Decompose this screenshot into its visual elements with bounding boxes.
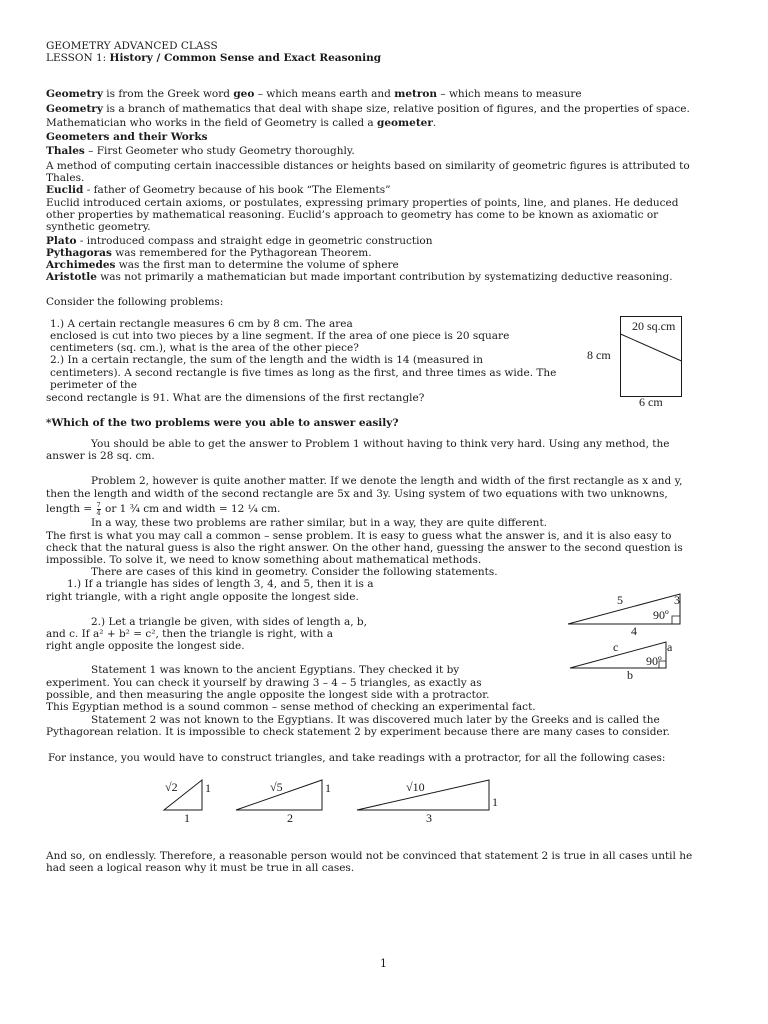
paragraph-thales-2: Thales. — [46, 172, 85, 184]
paragraph-problem2-1: Problem 2, however is quite another matter. If we denote the length and width of the first rectangle as x and y, — [91, 475, 683, 487]
paragraph-answer-1: You should be able to get the answer to Problem 1 without having to think very hard. Using any method, the — [91, 438, 670, 450]
consider-problems: Consider the following problems: — [46, 296, 224, 308]
triangle-abc-hyp-label: c — [613, 640, 619, 654]
paragraph-egypt-3: possible, and then measuring the angle opposite the longest side with a protractor. — [46, 689, 490, 701]
case-2-base-label: 2 — [287, 811, 293, 825]
case-3-hyp-label: √10 — [406, 780, 425, 794]
paragraph-thales-1: A method of computing certain inaccessible distances or heights based on similarity of geometric figures is attributed to — [46, 160, 690, 172]
paragraph-conclusion-1: And so, on endlessly. Therefore, a reasonable person would not be convinced that statement 2 is true in all cases until he — [46, 850, 693, 862]
paragraph-egypt-2: experiment. You can check it yourself by drawing 3 – 4 – 5 triangles, as exactly as — [46, 677, 482, 689]
item-pythagoras: Pythagoras was remembered for the Pythagorean Theorem. — [46, 247, 372, 259]
paragraph-greeks-2: Pythagorean relation. It is impossible to check statement 2 by experiment because there are many cases to consider. — [46, 726, 670, 738]
paragraph-egypt-4: This Egyptian method is a sound common – sense method of checking an experimental fact. — [46, 701, 536, 713]
paragraph-cases: There are cases of this kind in geometry. Consider the following statements. — [91, 566, 498, 578]
lesson-title: LESSON 1: History / Common Sense and Exact Reasoning — [46, 52, 382, 64]
rectangle-cut-line — [621, 334, 682, 361]
rectangle-side-label: 8 cm — [587, 348, 611, 362]
fraction-numerator: 7 — [96, 501, 101, 509]
case-1-leg-label: 1 — [205, 781, 211, 795]
problem-1-line-1: 1.) A certain rectangle measures 6 cm by 8 cm. The area — [50, 318, 353, 330]
paragraph-common-sense-2: check that the natural guess is also the right answer. On the other hand, guessing the answer to the second question is — [46, 542, 683, 554]
item-euclid: Euclid - father of Geometry because of his book “The Elements” — [46, 184, 391, 196]
right-angle-marker — [672, 616, 680, 624]
paragraph-problem2-2: then the length and width of the second rectangle are 5x and 3y. Using system of two equations with two unknowns, — [46, 488, 668, 500]
paragraph-geometer: Mathematician who works in the field of Geometry is called a geometer. — [46, 117, 437, 129]
triangle-345-hyp-label: 5 — [617, 593, 623, 607]
item-archimedes: Archimedes was the first man to determine the volume of sphere — [46, 259, 399, 271]
paragraph-similar: In a way, these two problems are rather similar, but in a way, they are quite different. — [91, 517, 548, 529]
statement-1-line-2: right triangle, with a right angle opposite the longest side. — [46, 591, 359, 603]
case-3-leg-label: 1 — [492, 795, 498, 809]
case-1-base-label: 1 — [184, 811, 190, 825]
problem-1-line-3: centimeters (sq. cm.), what is the area of the other piece? — [50, 342, 359, 354]
paragraph-for-instance: For instance, you would have to construct triangles, and take readings with a protractor, for all the following cases: — [48, 752, 666, 764]
paragraph-euclid-1: Euclid introduced certain axioms, or postulates, expressing primary properties of points, line, and planes. He deduced — [46, 197, 679, 209]
triangle-345-base-label: 4 — [631, 624, 637, 638]
paragraph-geometry-origin: Geometry is from the Greek word geo – which means earth and metron – which means to measure — [46, 88, 582, 100]
statement-2-line-3: right angle opposite the longest side. — [46, 640, 245, 652]
item-thales: Thales – First Geometer who study Geometry thoroughly. — [46, 145, 355, 157]
rectangle-area-label: 20 sq.cm — [632, 319, 676, 333]
case-2-leg-label: 1 — [325, 781, 331, 795]
problem-2-line-1: 2.) In a certain rectangle, the sum of the length and the width is 14 (measured in — [50, 354, 483, 366]
paragraph-geometry-definition: Geometry is a branch of mathematics that deal with shape size, relative position of figures, and the properties of space. — [46, 103, 690, 115]
class-title: GEOMETRY ADVANCED CLASS — [46, 40, 218, 52]
page-number: 1 — [380, 957, 387, 970]
question-heading: *Which of the two problems were you able to answer easily? — [46, 417, 399, 429]
paragraph-egypt-1: Statement 1 was known to the ancient Egyptians. They checked it by — [91, 664, 460, 676]
paragraph-euclid-2: other properties by mathematical reasoning. Euclid’s approach to geometry has come to be known as axiomatic or — [46, 209, 659, 221]
case-2-hyp-label: √5 — [270, 780, 283, 794]
rectangle-base-label: 6 cm — [639, 395, 663, 409]
triangle-abc-angle-label: 90º — [646, 654, 662, 668]
problem-2-line-2: centimeters). A second rectangle is five times as long as the first, and three times as wide. The — [50, 367, 557, 379]
case-1-hyp-label: √2 — [165, 780, 178, 794]
statement-2-line-1: 2.) Let a triangle be given, with sides of length a, b, — [91, 616, 367, 628]
paragraph-common-sense-3: impossible. To solve it, we need to know something about mathematical methods. — [46, 554, 482, 566]
triangle-abc-leg-label: a — [667, 640, 673, 654]
paragraph-problem2-3: length = $\frac{7}{4}$ or 1 ¾ cm and width = 12 ¼ cm. — [46, 501, 281, 517]
fraction-denominator: 4 — [96, 508, 101, 517]
triangle-abc-base-label: b — [627, 668, 633, 682]
triangle-345-leg-label: 3 — [674, 593, 680, 607]
item-plato: Plato - introduced compass and straight edge in geometric construction — [46, 235, 433, 247]
paragraph-common-sense-1: The first is what you may call a common – sense problem. It is easy to guess what the answer is, and it is also easy to — [46, 530, 672, 542]
paragraph-conclusion-2: had seen a logical reason why it must be true in all cases. — [46, 862, 355, 874]
case-3-base-label: 3 — [426, 811, 432, 825]
problem-2-line-4: second rectangle is 91. What are the dimensions of the first rectangle? — [46, 392, 425, 404]
paragraph-euclid-3: synthetic geometry. — [46, 221, 151, 233]
problem-1-line-2: enclosed is cut into two pieces by a line segment. If the area of one piece is 20 square — [50, 330, 510, 342]
paragraph-greeks-1: Statement 2 was not known to the Egyptians. It was discovered much later by the Greeks and is called the — [91, 714, 660, 726]
problem-2-line-3: perimeter of the — [50, 379, 138, 391]
statement-1-line-1: 1.) If a triangle has sides of length 3, 4, and 5, then it is a — [67, 578, 374, 590]
statement-2-line-2: and c. If a² + b² = c², then the triangle is right, with a — [46, 628, 333, 640]
paragraph-answer-2: answer is 28 sq. cm. — [46, 450, 155, 462]
triangle-345-angle-label: 90º — [653, 608, 669, 622]
section-heading-geometers: Geometers and their Works — [46, 131, 208, 143]
item-aristotle: Aristotle was not primarily a mathematician but made important contribution by systematizing deductive reasoning. — [46, 271, 673, 283]
